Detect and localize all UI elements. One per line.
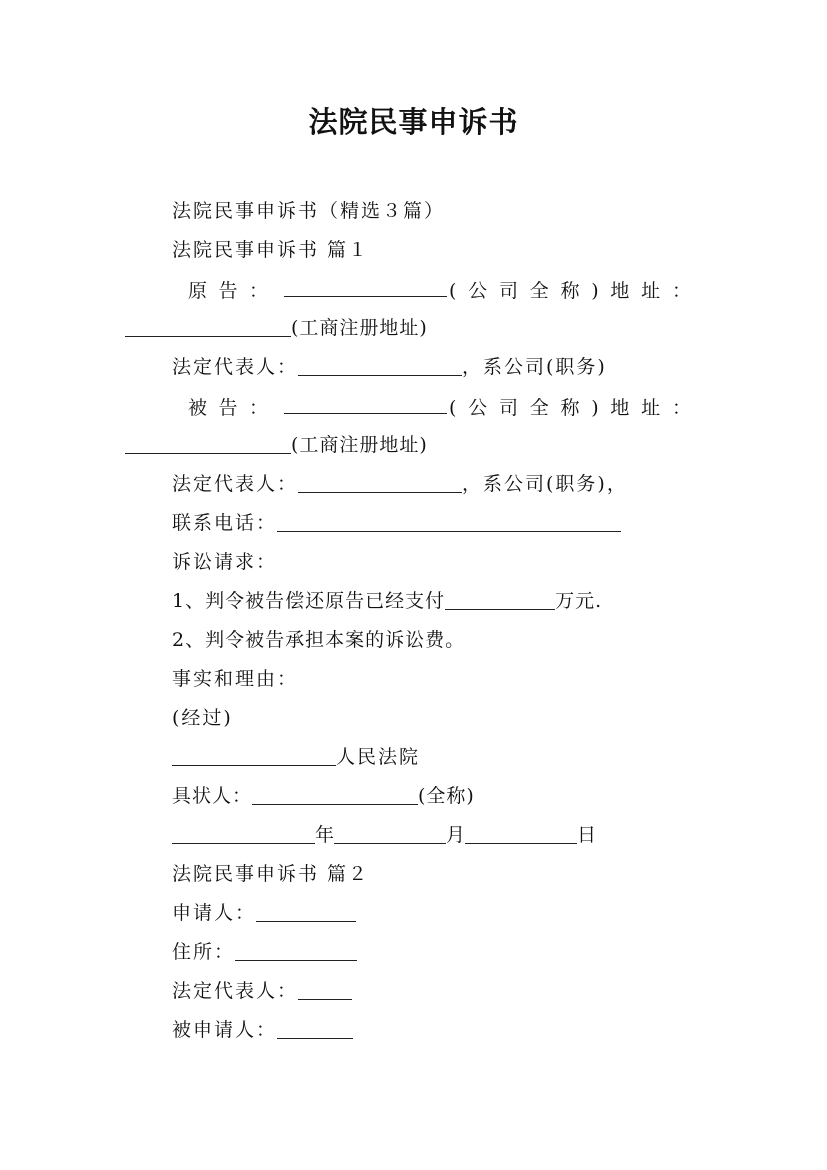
section2-heading: 法院民事申诉书 篇２ [172, 863, 370, 885]
signer-line: 具状人： (全称) [172, 785, 475, 807]
plaintiff-rep-line: 法定代表人： ，系公司(职务) [172, 356, 607, 378]
section1-heading: 法院民事申诉书 篇１ [172, 239, 370, 261]
court-line: 人民法院 [172, 744, 420, 770]
phone-blank [277, 511, 621, 532]
document-title: 法院民事申诉书 [308, 105, 519, 139]
defendant-company-text: ( 公 司 全 称 ) 地 址 ： [449, 397, 691, 419]
claim2-line: 2、判令被告承担本案的诉讼费。 [172, 629, 466, 651]
plaintiff-line [188, 276, 691, 304]
defendant-line [188, 393, 691, 421]
month-blank [334, 823, 446, 844]
plaintiff-company-blank [284, 276, 447, 297]
legal-rep-blank [298, 979, 352, 1000]
claims-label: 诉讼请求： [172, 551, 278, 573]
plaintiff-rep-blank [298, 355, 462, 376]
phone-line: 联系电话： [172, 510, 621, 536]
defendant-rep-line: 法定代表人： ，系公司(职务)， [172, 473, 628, 495]
date-line: 年 月 日 [172, 822, 596, 848]
plaintiff-company-text: ( 公 司 全 称 ) 地 址 ： [449, 280, 691, 302]
day-blank [465, 823, 577, 844]
signer-blank [252, 784, 418, 805]
respondent-blank [277, 1018, 353, 1039]
respondent-line: 被申请人： [172, 1017, 353, 1043]
defendant-address-line: (工商注册地址) [125, 432, 428, 458]
defendant-label: 被 告 ： [188, 397, 268, 419]
year-blank [172, 823, 315, 844]
claim1-amount-blank [445, 589, 555, 610]
applicant-blank [256, 901, 356, 922]
residence-line: 住所： [172, 939, 357, 965]
applicant-line: 申请人： [172, 900, 356, 926]
court-blank [172, 745, 336, 766]
plaintiff-address-blank [125, 316, 291, 337]
defendant-company-blank [284, 393, 447, 414]
residence-blank [235, 940, 357, 961]
facts-note: (经过) [172, 707, 233, 729]
plaintiff-label: 原 告 ： [188, 280, 268, 302]
defendant-rep-blank [298, 472, 462, 493]
plaintiff-address-line: (工商注册地址) [125, 315, 428, 341]
claim1-line: 1、判令被告偿还原告已经支付 万元. [172, 590, 603, 612]
defendant-address-blank [125, 433, 291, 454]
legal-rep-line: 法定代表人： [172, 978, 352, 1004]
facts-label: 事实和理由： [172, 668, 299, 690]
intro-line: 法院民事申诉书（精选３篇） [172, 200, 446, 222]
